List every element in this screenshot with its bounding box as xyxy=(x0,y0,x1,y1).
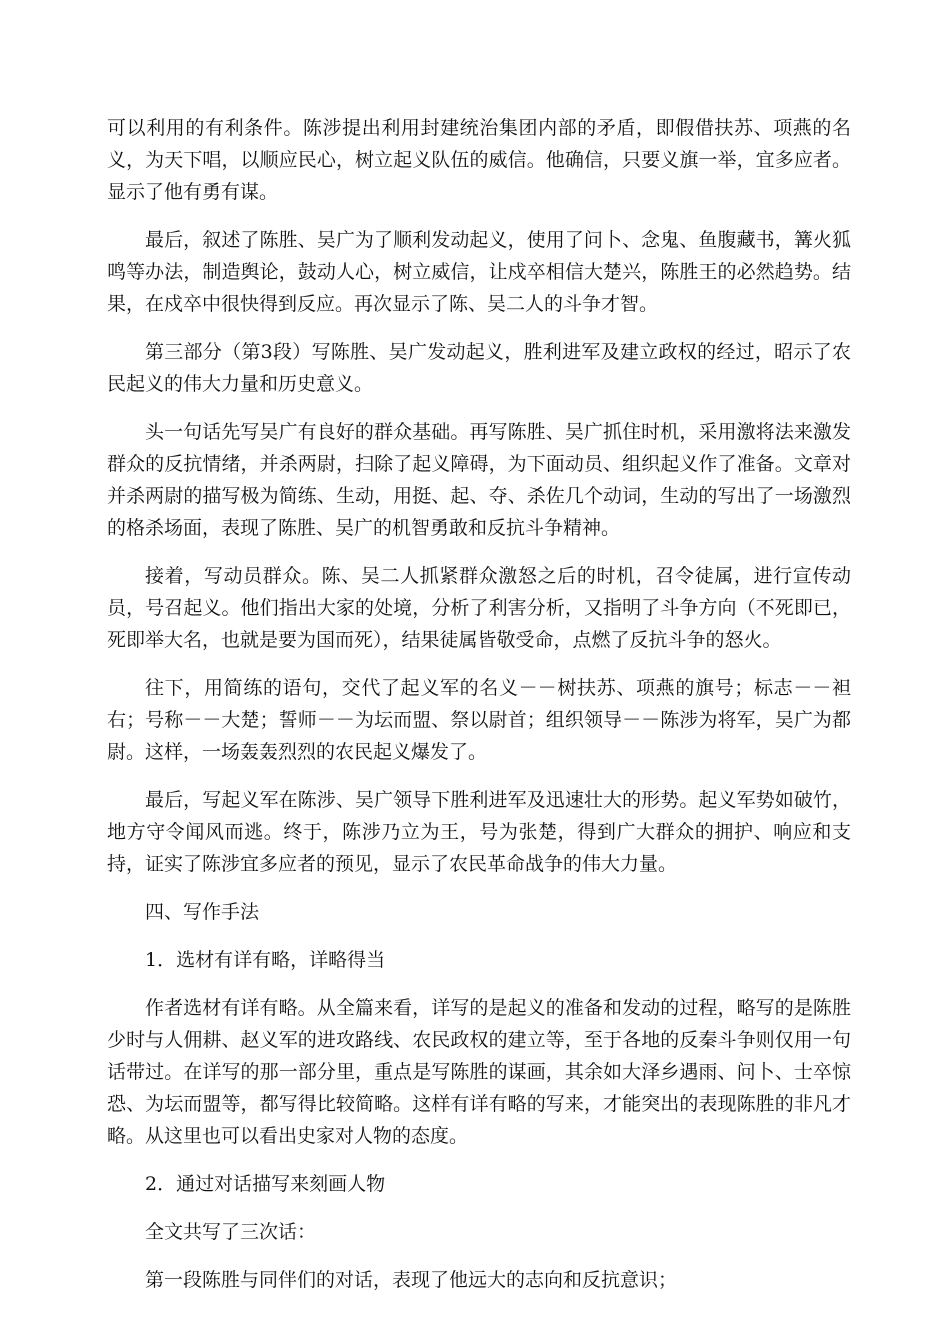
paragraph: 作者选材有详有略。从全篇来看，详写的是起义的准备和发动的过程，略写的是陈胜少时与人佣耕、赵义军的进攻路线、农民政权的建立等，至于各地的反秦斗争则仅用一句话带过。在详写的那一部分里，重点是写陈胜的谋画，其余如大泽乡遇雨、问卜、士卒惊恐、为坛而盟等，都写得比较简略。这样有详有略的写来，才能突出的表现陈胜的非凡才略。从这里也可以看出史家对人物的态度。 xyxy=(107,997,851,1147)
paragraph: 最后，写起义军在陈涉、吴广领导下胜利进军及迅速壮大的形势。起义军势如破竹，地方守令闻风而逃。终于，陈涉乃立为王，号为张楚，得到广大群众的拥护、响应和支持，证实了陈涉宜多应者的预见，显示了农民革命战争的伟大力量。 xyxy=(107,789,851,875)
paragraph: 最后，叙述了陈胜、吴广为了顺利发动起义，使用了问卜、念鬼、鱼腹藏书，篝火狐鸣等办法，制造舆论，鼓动人心，树立威信，让戍卒相信大楚兴，陈胜王的必然趋势。结果，在戍卒中很快得到反应。再次显示了陈、吴二人的斗争才智。 xyxy=(107,229,851,315)
paragraph: 第一段陈胜与同伴们的对话，表现了他远大的志向和反抗意识； xyxy=(145,1269,678,1291)
paragraph: 头一句话先写吴广有良好的群众基础。再写陈胜、吴广抓住时机，采用激将法来激发群众的反抗情绪，并杀两尉，扫除了起义障碍，为下面动员、组织起义作了准备。文章对并杀两尉的描写极为简练、生动，用挺、起、夺、杀佐几个动词，生动的写出了一场激烈的格杀场面，表现了陈胜、吴广的机智勇敢和反抗斗争精神。 xyxy=(107,421,851,539)
paragraph-part-three-intro: 第三部分（第3段）写陈胜、吴广发动起义，胜利进军及建立政权的经过，昭示了农民起义的伟大力量和历史意义。 xyxy=(107,341,851,395)
paragraph: 接着，写动员群众。陈、吴二人抓紧群众激怒之后的时机，召令徒属，进行宣传动员，号召起义。他们指出大家的处境，分析了利害分析，又指明了斗争方向（不死即已，死即举大名，也就是要为国而死），结果徒属皆敬受命，点燃了反抗斗争的怒火。 xyxy=(107,565,851,651)
section-heading: 四、写作手法 xyxy=(145,901,260,923)
document-body xyxy=(107,112,851,1312)
paragraph: 往下，用简练的语句，交代了起义军的名义－－树扶苏、项燕的旗号；标志－－袒右；号称－－大楚；誓师－－为坛而盟、祭以尉首；组织领导－－陈涉为将军，吴广为都尉。这样，一场轰轰烈烈的农民起义爆发了。 xyxy=(107,677,851,763)
subsection-heading: 2．通过对话描写来刻画人物 xyxy=(145,1173,386,1195)
paragraph-continuation: 可以利用的有利条件。陈涉提出利用封建统治集团内部的矛盾，即假借扶苏、项燕的名义，为天下唱，以顺应民心，树立起义队伍的威信。他确信，只要义旗一举，宜多应者。显示了他有勇有谋。 xyxy=(107,117,851,203)
paragraph: 全文共写了三次话： xyxy=(145,1221,317,1243)
subsection-heading: 1．选材有详有略，详略得当 xyxy=(145,949,386,971)
